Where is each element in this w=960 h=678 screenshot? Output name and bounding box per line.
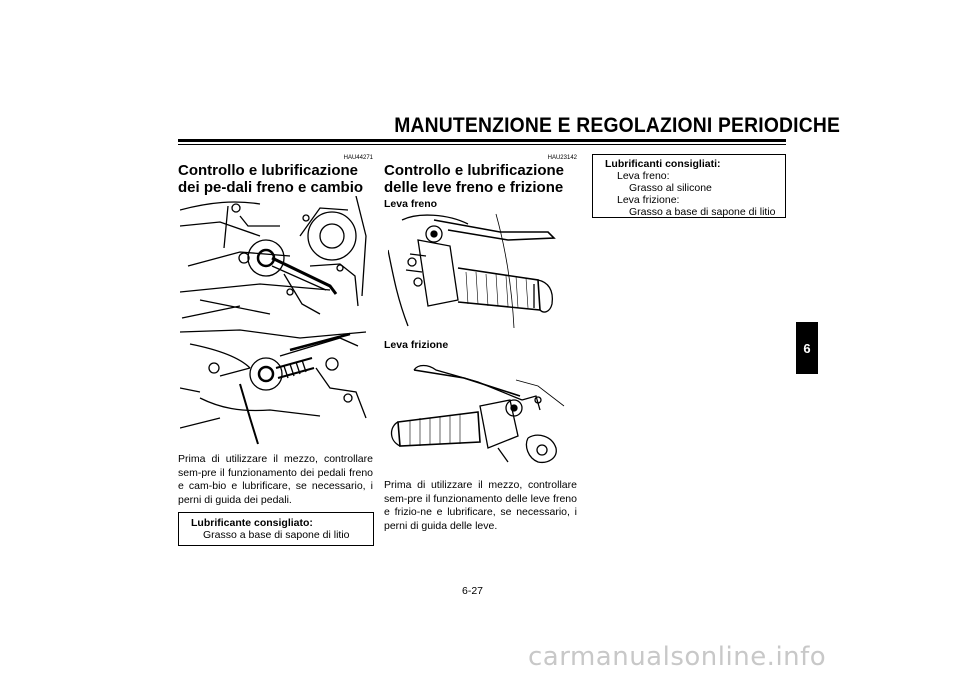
page-header-title: MANUTENZIONE E REGOLAZIONI PERIODICHE	[394, 114, 841, 137]
page-number: 6-27	[462, 585, 484, 597]
section-title: Controllo e lubrificazione delle leve freno e frizione	[384, 162, 565, 196]
lubricants-box	[592, 154, 786, 218]
header-rule-thin	[178, 144, 786, 145]
section-code: HAU23142	[547, 155, 577, 161]
clutch-lever-illustration	[388, 356, 566, 466]
clutch-lever-lubricant-label: Leva frizione:	[617, 194, 680, 206]
brake-lever-illustration	[388, 210, 566, 328]
clutch-lever-label: Leva frizione	[384, 339, 449, 351]
lubricant-box	[178, 512, 374, 546]
brake-lever-label: Leva freno	[384, 198, 438, 210]
header-rule-thick	[178, 139, 786, 142]
brake-lever-lubricant-value: Grasso al silicone	[629, 182, 712, 194]
watermark: carmanualsonline.info	[528, 642, 827, 672]
left-paragraph: Prima di utilizzare il mezzo, controllare sem-pre il funzionamento dei pedali freno e cam-bio e lubrificare, se necessario, i perni di guida dei pedali.	[178, 453, 373, 506]
chapter-tab: 6	[796, 322, 818, 374]
lubricants-box-heading: Lubrificanti consigliati:	[605, 158, 721, 170]
middle-paragraph: Prima di utilizzare il mezzo, controllare sem-pre il funzionamento delle leve freno e frizio-ne e lubrificare, se necessario, i perni di guida delle leve.	[384, 479, 577, 532]
section-code: HAU44271	[343, 155, 373, 161]
section-title: Controllo e lubrificazione dei pe-dali freno e cambio	[178, 162, 364, 196]
brake-lever-lubricant-label: Leva freno:	[617, 170, 670, 182]
lubricant-box-value: Grasso a base di sapone di litio	[203, 529, 350, 541]
lubricant-box-heading: Lubrificante consigliato:	[191, 517, 313, 529]
shift-pedal-illustration	[180, 328, 370, 448]
clutch-lever-lubricant-value: Grasso a base di sapone di litio	[629, 206, 776, 218]
brake-pedal-illustration	[180, 196, 370, 324]
